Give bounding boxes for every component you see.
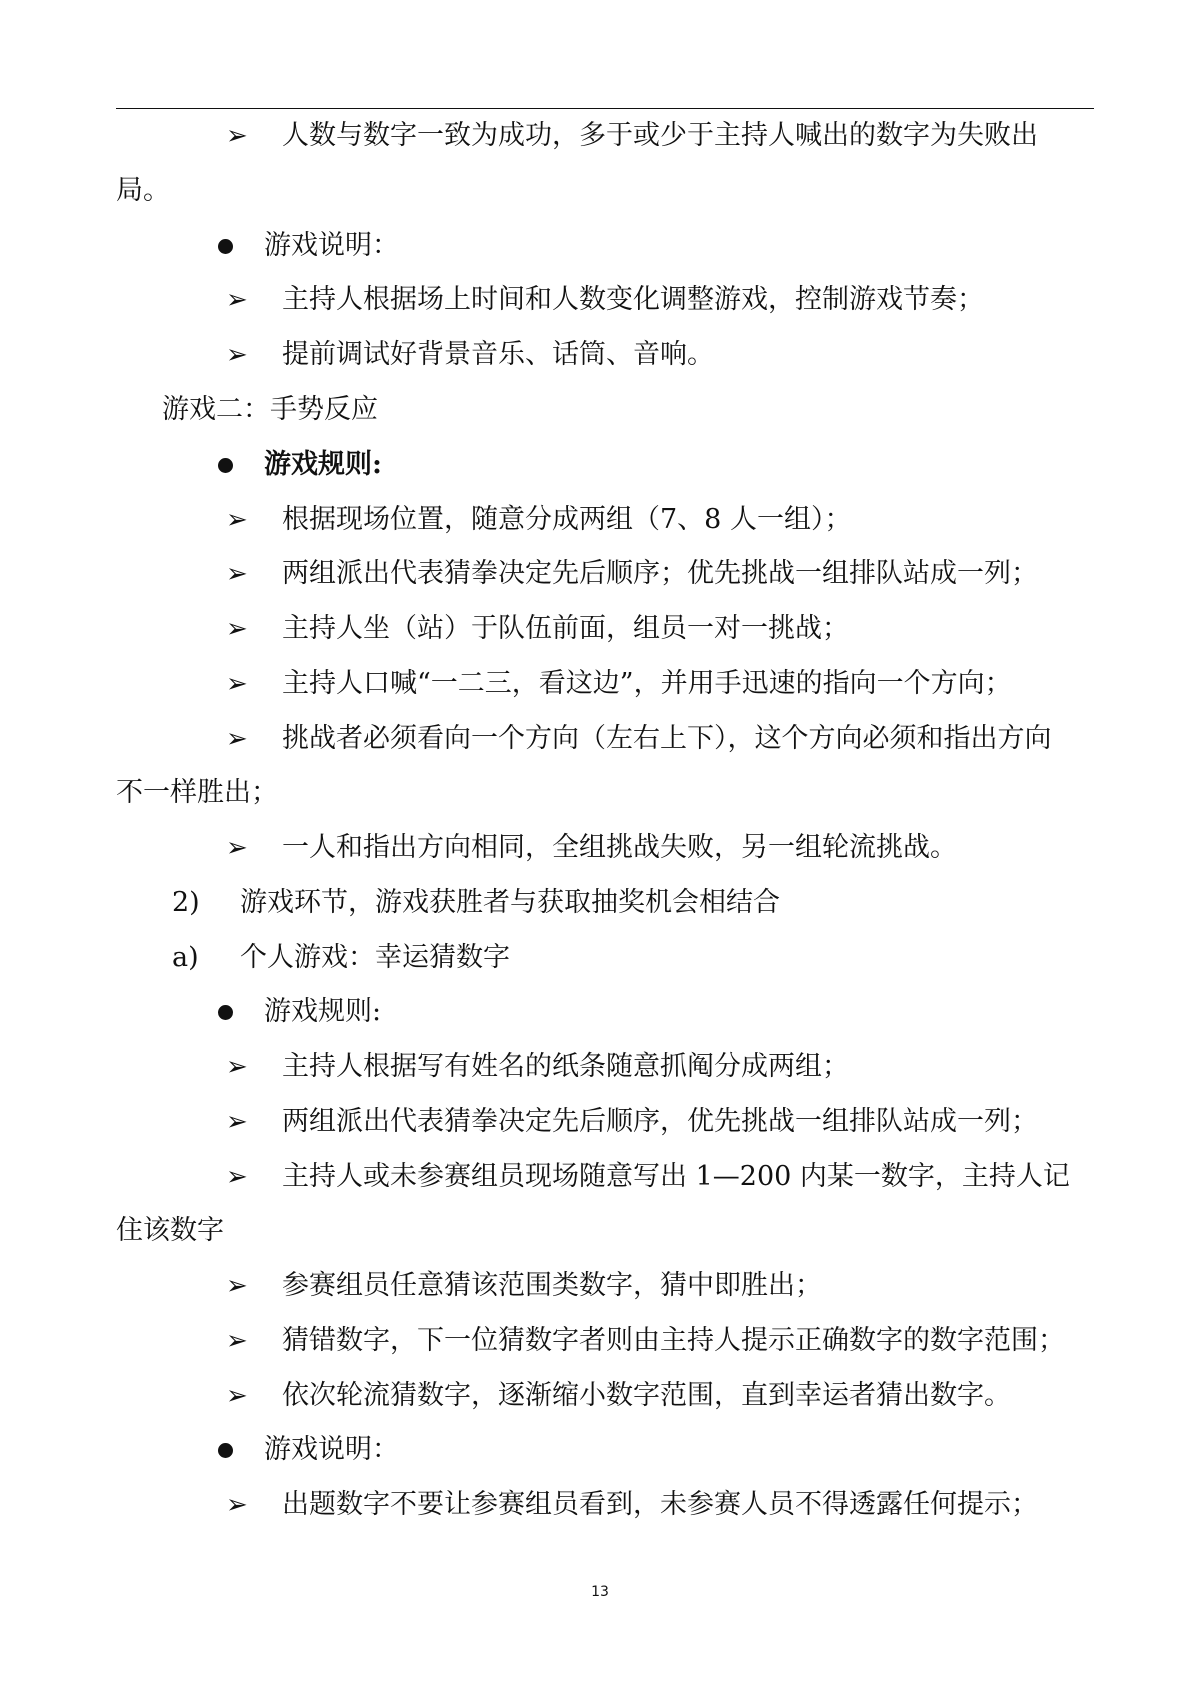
continuation-text: 住该数字	[116, 1215, 224, 1246]
round-bullet-icon	[218, 239, 233, 254]
bullet-heading: 游戏规则:	[264, 996, 382, 1027]
list-item-arrow	[0, 1321, 1200, 1361]
item-number: a)	[172, 942, 199, 973]
round-bullet-icon	[218, 1005, 233, 1020]
numbered-item	[0, 938, 1200, 978]
arrow-bullet-icon: ➢	[226, 724, 248, 754]
continuation-text: 局。	[116, 175, 170, 206]
list-item-text: 两组派出代表猜拳决定先后顺序，优先挑战一组排队站成一列；	[282, 1106, 1038, 1137]
continuation-line	[0, 773, 1200, 813]
list-item-text: 出题数字不要让参赛组员看到，未参赛人员不得透露任何提示；	[282, 1489, 1038, 1520]
item-number: 2)	[172, 887, 200, 918]
list-item-text: 人数与数字一致为成功，多于或少于主持人喊出的数字为失败出	[282, 120, 1038, 151]
list-item-text: 依次轮流猜数字，逐渐缩小数字范围，直到幸运者猜出数字。	[282, 1380, 1011, 1411]
arrow-bullet-icon: ➢	[226, 1326, 248, 1356]
list-item-text: 猜错数字，下一位猜数字者则由主持人提示正确数字的数字范围；	[282, 1325, 1065, 1356]
continuation-line	[0, 1211, 1200, 1251]
list-item-text: 主持人根据写有姓名的纸条随意抓阄分成两组；	[282, 1051, 849, 1082]
arrow-bullet-icon: ➢	[226, 1052, 248, 1082]
list-item-text: 主持人根据场上时间和人数变化调整游戏，控制游戏节奏；	[282, 284, 984, 315]
section-heading	[0, 390, 1200, 430]
continuation-line	[0, 171, 1200, 211]
round-bullet-icon	[218, 1443, 233, 1458]
numbered-item-text: 游戏环节，游戏获胜者与获取抽奖机会相结合	[240, 887, 780, 918]
list-item-bullet	[0, 992, 1200, 1032]
list-item-text: 主持人坐（站）于队伍前面，组员一对一挑战；	[282, 613, 849, 644]
list-item-arrow	[0, 664, 1200, 704]
section-heading-text: 游戏二：手势反应	[162, 394, 378, 425]
arrow-bullet-icon: ➢	[226, 1162, 248, 1192]
list-item-arrow	[0, 1102, 1200, 1142]
list-item-arrow	[0, 554, 1200, 594]
list-item-text: 提前调试好背景音乐、话筒、音响。	[282, 339, 714, 370]
list-item-arrow	[0, 1376, 1200, 1416]
list-item-arrow	[0, 1266, 1200, 1306]
list-item-arrow	[0, 828, 1200, 868]
numbered-item	[0, 883, 1200, 923]
list-item-arrow	[0, 280, 1200, 320]
list-item-arrow	[0, 1485, 1200, 1525]
arrow-bullet-icon: ➢	[226, 614, 248, 644]
list-item-arrow	[0, 116, 1200, 156]
list-item-arrow	[0, 609, 1200, 649]
list-item-text: 主持人或未参赛组员现场随意写出 1—200 内某一数字，主持人记	[282, 1161, 1070, 1192]
bullet-heading: 游戏规则:	[264, 449, 382, 480]
list-item-bullet	[0, 1430, 1200, 1470]
arrow-bullet-icon: ➢	[226, 669, 248, 699]
list-item-text: 主持人口喊“一二三，看这边”，并用手迅速的指向一个方向；	[282, 668, 1012, 699]
bullet-heading: 游戏说明：	[264, 230, 399, 261]
arrow-bullet-icon: ➢	[226, 340, 248, 370]
list-item-text: 根据现场位置，随意分成两组（7、8 人一组）；	[282, 504, 852, 535]
round-bullet-icon	[218, 458, 233, 473]
bullet-heading: 游戏说明：	[264, 1434, 399, 1465]
page-number: 13	[591, 1584, 609, 1600]
arrow-bullet-icon: ➢	[226, 121, 248, 151]
list-item-arrow	[0, 500, 1200, 540]
arrow-bullet-icon: ➢	[226, 1490, 248, 1520]
continuation-text: 不一样胜出；	[116, 777, 278, 808]
list-item-text: 一人和指出方向相同，全组挑战失败，另一组轮流挑战。	[282, 832, 957, 863]
arrow-bullet-icon: ➢	[226, 1107, 248, 1137]
list-item-text: 参赛组员任意猜该范围类数字，猜中即胜出；	[282, 1270, 822, 1301]
list-item-arrow	[0, 1157, 1200, 1197]
arrow-bullet-icon: ➢	[226, 285, 248, 315]
list-item-text: 挑战者必须看向一个方向（左右上下），这个方向必须和指出方向	[282, 723, 1052, 754]
arrow-bullet-icon: ➢	[226, 1271, 248, 1301]
list-item-arrow	[0, 1047, 1200, 1087]
list-item-text: 两组派出代表猜拳决定先后顺序；优先挑战一组排队站成一列；	[282, 558, 1038, 589]
arrow-bullet-icon: ➢	[226, 559, 248, 589]
arrow-bullet-icon: ➢	[226, 833, 248, 863]
list-item-bullet	[0, 445, 1200, 485]
arrow-bullet-icon: ➢	[226, 1381, 248, 1411]
numbered-item-text: 个人游戏：幸运猜数字	[240, 942, 510, 973]
list-item-arrow	[0, 719, 1200, 759]
list-item-bullet	[0, 226, 1200, 266]
arrow-bullet-icon: ➢	[226, 505, 248, 535]
list-item-arrow	[0, 335, 1200, 375]
